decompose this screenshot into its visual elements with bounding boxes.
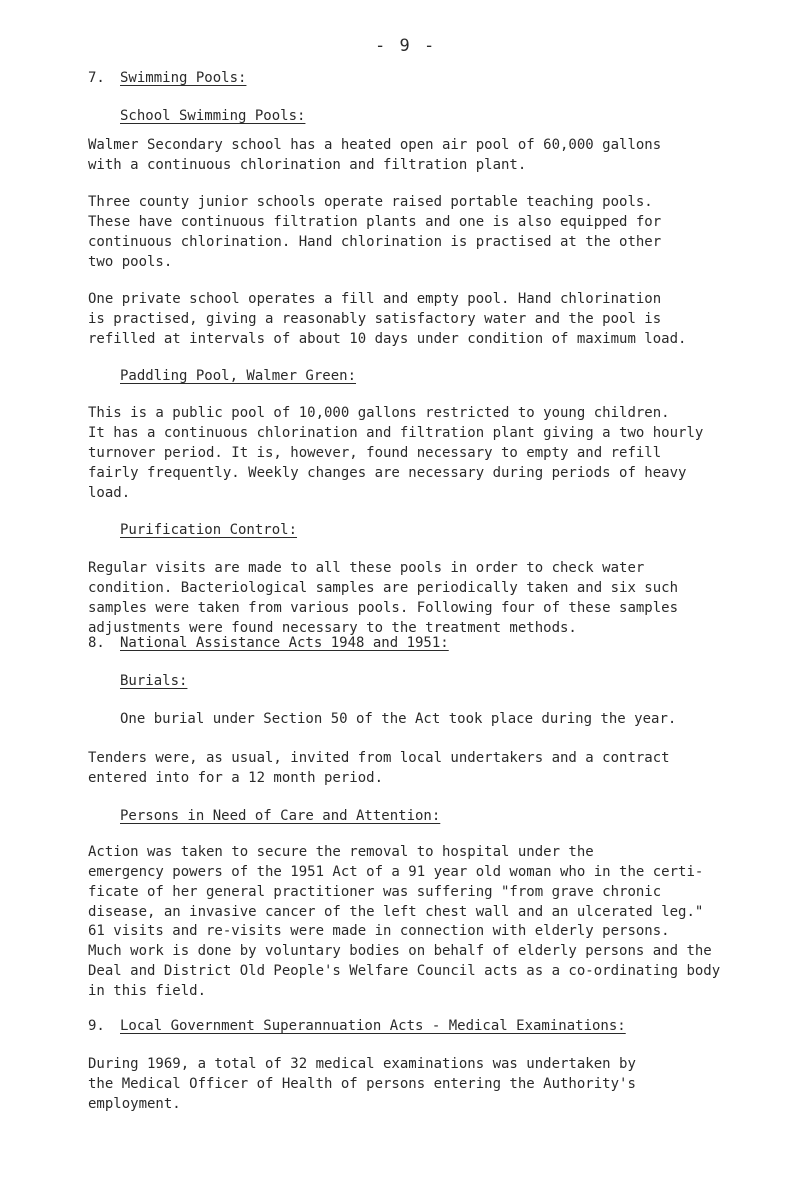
school-swimming-pools-heading: School Swimming Pools: (120, 108, 306, 124)
paragraph-elderly-visits: 61 visits and re-visits were made in connection with elderly persons. Much work is done by voluntary bodies on behalf of elderly persons and the Deal and District Old People's Welfare Council acts as a co-ordinating body in this field. (88, 923, 721, 999)
paddling-pool-heading: Paddling Pool, Walmer Green: (120, 368, 357, 384)
paragraph-removal-to-hospital: Action was taken to secure the removal to hospital under the emergency powers of the 1951 Act of a 91 year old woman who in the certi- ficate of her general practitioner was suffering "from grave chronic disease, an invasive cancer of the left chest wall and an ulcerated leg." (88, 844, 704, 920)
paragraph-private-school: One private school operates a fill and empty pool. Hand chlorination is practised, giving a reasonably satisfactory water and the pool is refilled at intervals of about 10 days under condition of maximum load. (88, 291, 687, 347)
paragraph-county-junior-schools: Three county junior schools operate raised portable teaching pools. These have continuous filtration plants and one is also equipped for continuous chlorination. Hand chlorination is practised at the other two pools. (88, 194, 662, 270)
paragraph-tenders: Tenders were, as usual, invited from local undertakers and a contract entered into for a 12 month period. (88, 750, 670, 786)
paragraph-paddling-pool: This is a public pool of 10,000 gallons restricted to young children. It has a continuous chlorination and filtration plant giving a two hourly turnover period. It is, however, found necessary to empty and refill fairly frequently. Weekly changes are necessary during periods of heavy load. (88, 405, 704, 501)
section-9-number: 9. (88, 1018, 105, 1034)
burials-heading: Burials: (120, 673, 188, 689)
paragraph-purification-control: Regular visits are made to all these pools in order to check water condition. Bacteriological samples are periodically taken and six such samples were taken from various pools. Following four of these samples adjustments were found necessary to the treatment methods. (88, 560, 679, 636)
section-9-heading: Local Government Superannuation Acts - Medical Examinations: (120, 1018, 626, 1034)
persons-in-need-heading: Persons in Need of Care and Attention: (120, 808, 441, 824)
section-8-number: 8. (88, 635, 105, 651)
paragraph-burial: One burial under Section 50 of the Act took place during the year. (120, 711, 677, 727)
paragraph-medical-examinations: During 1969, a total of 32 medical examinations was undertaken by the Medical Officer of Health of persons entering the Authority's employment. (88, 1056, 636, 1112)
section-7-number: 7. (88, 70, 105, 86)
purification-control-heading: Purification Control: (120, 522, 298, 538)
section-7-heading: Swimming Pools: (120, 70, 247, 86)
section-8-heading: National Assistance Acts 1948 and 1951: (120, 635, 449, 651)
page-number: - 9 - (375, 36, 437, 56)
paragraph-walmer-secondary: Walmer Secondary school has a heated open air pool of 60,000 gallons with a continuous chlorination and filtration plant. (88, 137, 662, 173)
